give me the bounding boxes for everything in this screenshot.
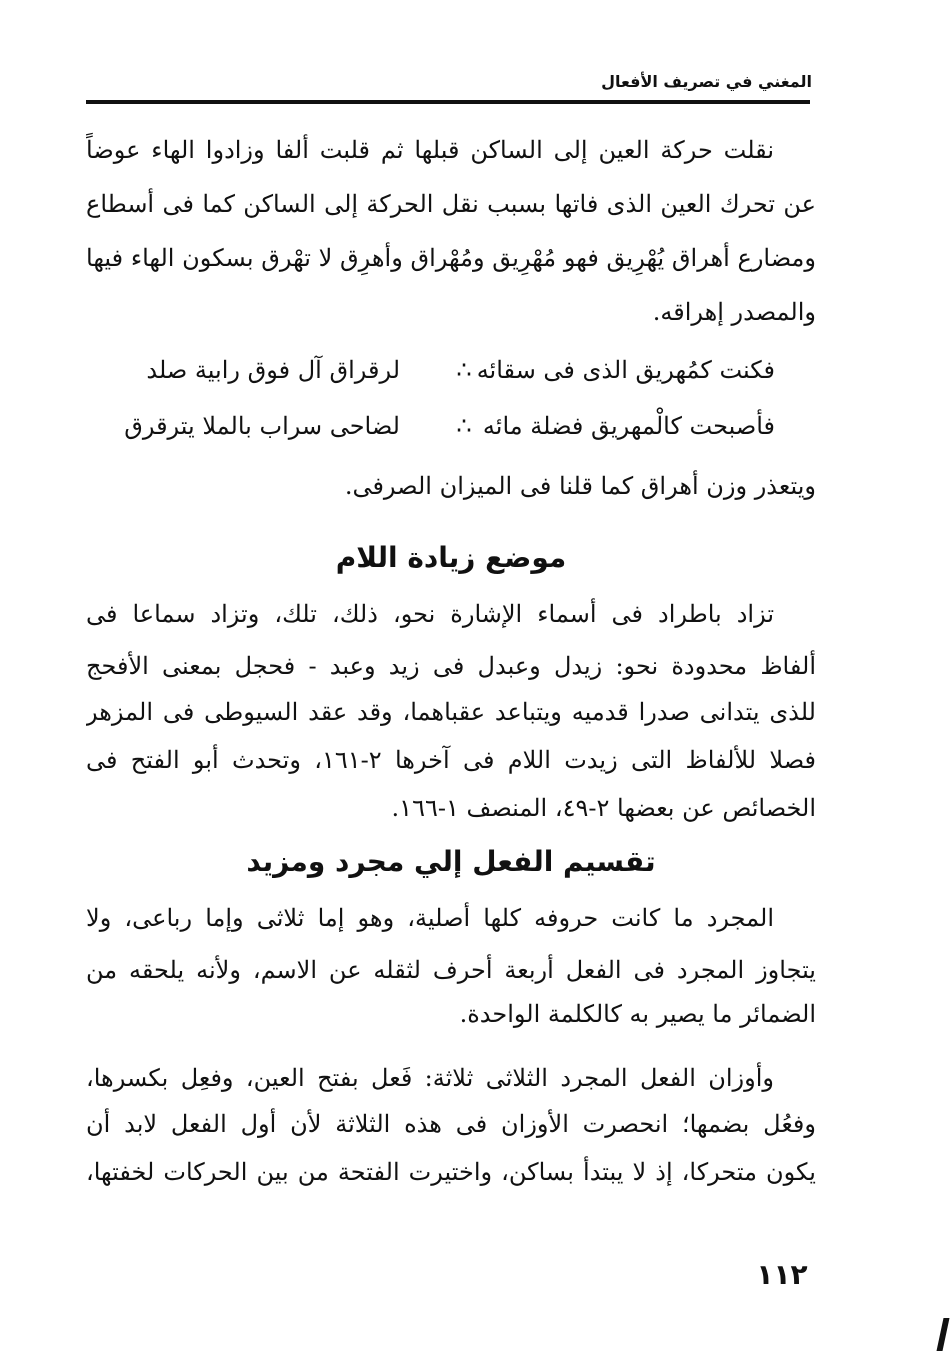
running-header: المغني في تصريف الأفعال	[601, 72, 812, 91]
paragraph-line: المجرد ما كانت حروفه كلها أصلية، وهو إما ثلاثى وإما رباعى، ولا	[86, 904, 774, 932]
verse-second-hemistich: لرقراق آل فوق رابية صلد	[146, 356, 400, 384]
section-heading: موضع زيادة اللام	[335, 541, 567, 574]
page-number: ١١٢	[756, 1258, 808, 1291]
paragraph-line: وأوزان الفعل المجرد الثلاثى ثلاثة: فَعل بفتح العين، وفعِل بكسرها،	[86, 1064, 774, 1092]
verse-line	[130, 350, 775, 390]
verse-first-hemistich: فكنت كمُهريق الذى فى سقائه	[476, 356, 775, 384]
verse-separator: ∴	[456, 412, 472, 440]
verse-first-hemistich: فأصبحت كالْمهريق فضلة مائه	[482, 412, 775, 440]
paragraph-line: للذى يتدانى صدرا قدميه ويتباعد عقباهما، وقد عقد السيوطى فى المزهر	[86, 698, 816, 726]
paragraph-line: والمصدر إهراقه.	[652, 298, 816, 326]
paragraph-line: تزاد باطراد فى أسماء الإشارة نحو، ذلك، تلك، وتزاد سماعا فى	[86, 600, 774, 628]
paragraph-line: عن تحرك العين الذى فاتها بسبب نقل الحركة إلى الساكن كما فى أسطاع	[86, 190, 816, 218]
paragraph-line: الضمائر ما يصير به كالكلمة الواحدة.	[459, 1000, 816, 1028]
paragraph-line: يكون متحركا، إذ لا يبتدأ بساكن، واختيرت الفتحة من بين الحركات لخفتها،	[86, 1158, 816, 1186]
paragraph-line: ومضارع أهراق يُهْرِيق فهو مُهْرِيق ومُهْراق وأهرِق لا تهْرق بسكون الهاء فيها	[86, 244, 816, 272]
paragraph-line: نقلت حركة العين إلى الساكن قبلها ثم قلبت ألفا وزادوا الهاء عوضاً	[86, 136, 774, 164]
paragraph-line: ويتعذر وزن أهراق كما قلنا فى الميزان الصرفى.	[344, 472, 816, 500]
verse-separator: ∴	[456, 356, 472, 384]
paragraph-line: ألفاظ محدودة نحو: زيدل وعبدل فى زيد وعبد - فحجل بمعنى الأفحج	[86, 652, 816, 680]
scan-edge-mark	[936, 1318, 949, 1351]
verse-line	[124, 406, 775, 446]
verse-second-hemistich: لضاحى سراب بالملا يترقرق	[124, 412, 400, 440]
paragraph-line: وفعُل بضمها؛ انحصرت الأوزان فى هذه الثلاثة لأن أول الفعل لابد أن	[86, 1110, 816, 1138]
header-rule	[86, 100, 810, 104]
paragraph-line: الخصائص عن بعضها ٢-٤٩، المنصف ١-١٦٦.	[391, 794, 816, 822]
section-heading: تقسيم الفعل إلي مجرد ومزيد	[246, 845, 656, 878]
paragraph-line: فصلا للألفاظ التى زيدت اللام فى آخرها ٢-١٦١، وتحدث أبو الفتح فى	[86, 746, 816, 774]
paragraph-line: يتجاوز المجرد فى الفعل أربعة أحرف لثقله عن الاسم، ولأنه يلحقه من	[86, 956, 816, 984]
